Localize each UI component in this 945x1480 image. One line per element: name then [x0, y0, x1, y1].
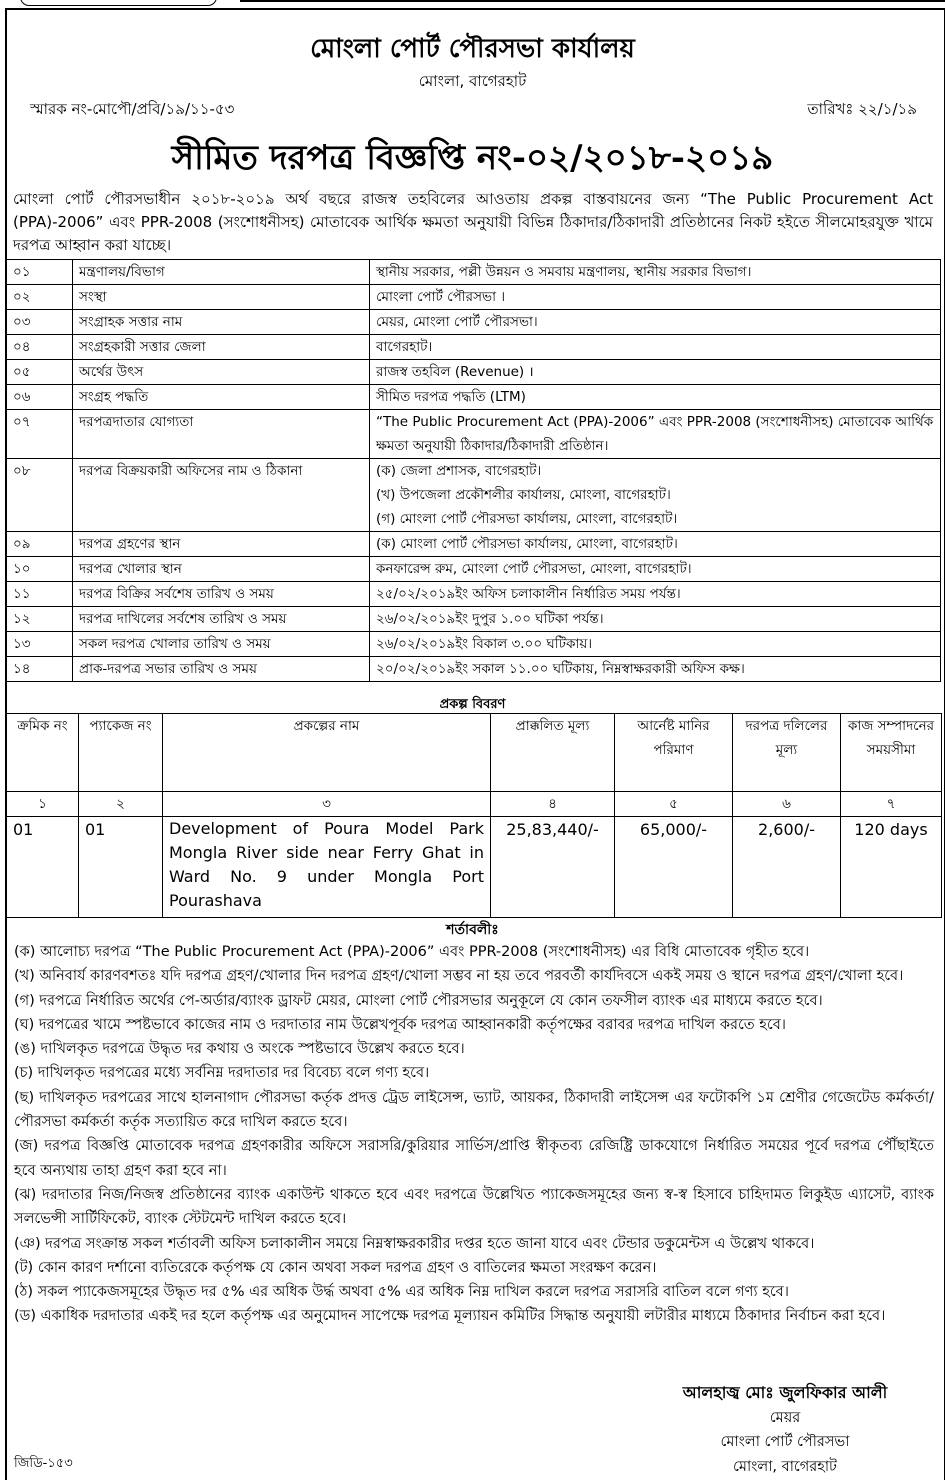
info-label: দরপত্র দাখিলের সর্বশেষ তারিখ ও সময়	[73, 607, 370, 632]
info-label: দরপত্র গ্রহণের স্থান	[73, 532, 370, 557]
info-label: সংগ্রহ পদ্ধতি	[73, 385, 370, 410]
info-row	[7, 582, 941, 607]
signatory-name: আলহাজ্ব মোঃ জুলফিকার আলী	[682, 1383, 888, 1402]
project-completion-time: 120 days	[841, 817, 942, 918]
top-rule	[240, 0, 945, 2]
info-label: সংগ্রাহক সত্তার নাম	[73, 310, 370, 335]
signature-block	[665, 1381, 905, 1479]
header-project-name: প্রকল্পের নাম	[163, 714, 491, 792]
info-row	[7, 557, 941, 582]
memo-number: স্মারক নং-মোপৌ/প্রবি/১৯/১১-৫৩	[30, 100, 235, 118]
notice-date: তারিখঃ ২২/১/১৯	[807, 100, 917, 118]
header-document-price: দরপত্র দলিলের মূল্য	[733, 714, 841, 792]
info-no: ১০	[7, 557, 73, 582]
header-estimated-cost: প্রাক্কলিত মূল্য	[491, 714, 615, 792]
project-document-price: 2,600/-	[733, 817, 841, 918]
condition-item: (ঙ) দাখিলকৃত দরপত্রে উদ্ধৃত দর কথায় ও অংকে স্পষ্টভাবে উল্লেখ করতে হবে।	[14, 1041, 465, 1058]
info-no: ০৫	[7, 360, 73, 385]
condition-item: (জ) দরপত্র বিজ্ঞপ্তি মোতাবেক দরপত্র গ্রহণকারীর অফিসে সরাসরি/কুরিয়ার সার্ভিস/প্রাপ্তি স্বীকৃতব্য রেজিষ্ট্রি ডাকযোগে নির্ধারিত সময়ের পূর্বে দরপত্র পৌঁছাইতে হবে অন্যথায় তাহা গ্রহণ করা হবে না।	[14, 1138, 934, 1179]
info-value: কনফারেন্স রুম, মোংলা পোর্ট পৌরসভা, মোংলা, বাগেরহাট।	[370, 557, 941, 582]
condition-item: (ড) একাধিক দরদাতার একই দর হলে কর্তৃপক্ষ এর অনুমোদন সাপেক্ষে দরপত্র মূল্যায়ন কমিটির সিদ্ধান্ত অনুযায়ী লটারীর মাধ্যমে ঠিকাদার নির্বাচন করা হবে।	[14, 1308, 886, 1325]
condition-item: (ক) আলোচ্য দরপত্র “The Public Procurement Act (PPA)-2006” এবং PPR-2008 (সংশোধনীসহ) এর বিধি মোতাবেক গৃহীত হবে।	[14, 944, 810, 960]
sales-office-a: (ক) জেলা প্রশাসক, বাগেরহাট।	[376, 463, 542, 479]
signatory-organization: মোংলা পোর্ট পৌরসভা	[720, 1434, 850, 1450]
project-header-row	[7, 714, 942, 792]
condition-item: (খ) অনিবার্য কারণবশতঃ যদি দরপত্র গ্রহণ/খোলার দিন দরপত্র গ্রহণ/খোলা সম্ভব না হয় তবে পরবর্তী কার্যদিবসে একই সময় ও স্থানে দরপত্র গ্রহণ/খোলা হবে।	[14, 968, 904, 985]
info-value: রাজস্ব তহবিল (Revenue) ।	[370, 360, 941, 385]
info-no: ১২	[7, 607, 73, 632]
sales-office-b: (খ) উপজেলা প্রকৌশলীর কার্যালয়, মোংলা, বাগেরহাট।	[376, 487, 671, 503]
info-row	[7, 285, 941, 310]
gd-number: জিডি-১৫৩	[14, 1456, 73, 1471]
info-label: দরপত্র বিক্রয়কারী অফিসের নাম ও ঠিকানা	[73, 459, 370, 532]
info-label: দরপত্রদাতার যোগ্যতা	[73, 410, 370, 459]
info-label: অর্থের উৎস	[73, 360, 370, 385]
info-value: (ক) মোংলা পোর্ট পৌরসভা কার্যালয়, মোংলা, বাগেরহাট।	[370, 532, 941, 557]
info-value: স্থানীয় সরকার, পল্লী উন্নয়ন ও সমবায় মন্ত্রণালয়, স্থানীয় সরকার বিভাগ।	[370, 260, 941, 285]
info-value: ২৬/০২/২০১৯ইং দুপুর ১.০০ ঘটিকা পর্যন্ত।	[370, 607, 941, 632]
info-no: ০৯	[7, 532, 73, 557]
sales-office-c: (গ) মোংলা পোর্ট পৌরসভা কার্যালয়, মোংলা, বাগেরহাট।	[376, 511, 678, 527]
condition-item: (গ) দরপত্রে নির্ধারিত অর্থের পে-অর্ডার/ব্যাংক ড্রাফট মেয়র, মোংলা পোর্ট পৌরসভার অনুকূলে যে কোন তফসীল ব্যাংক এর মাধ্যমে করতে হবে।	[14, 992, 823, 1009]
info-no: ০৮	[7, 459, 73, 532]
info-row	[7, 335, 941, 360]
info-label: সংস্থা	[73, 285, 370, 310]
office-name: মোংলা পোর্ট পৌরসভা কার্যালয়	[310, 34, 635, 64]
header-serial: ক্রমিক নং	[7, 714, 79, 792]
info-value: ২৬/০২/২০১৯ইং বিকাল ৩.০০ ঘটিকায়।	[370, 632, 941, 657]
tender-info-table	[6, 259, 941, 682]
info-label: দরপত্র বিক্রির সর্বশেষ তারিখ ও সময়	[73, 582, 370, 607]
condition-item: (ঞ) দরপত্র সংক্রান্ত সকল শর্তাবলী অফিস চলাকালীন সময়ে নিম্নস্বাক্ষরকারীর দপ্তর হতে জানা যাবে এবং টেন্ডার ডকুমেন্টস এ উল্লেখ থাকবে।	[14, 1235, 815, 1252]
column-number: ৬	[733, 792, 841, 817]
header-package: প্যাকেজ নং	[79, 714, 163, 792]
info-value: বাগেরহাট।	[370, 335, 941, 360]
project-serial: 01	[7, 817, 79, 918]
info-row	[7, 410, 941, 459]
info-no: ০৪	[7, 335, 73, 360]
column-number: ১	[7, 792, 79, 817]
info-label: মন্ত্রণালয়/বিভাগ	[73, 260, 370, 285]
info-row	[7, 360, 941, 385]
info-row	[7, 632, 941, 657]
info-no: ০১	[7, 260, 73, 285]
info-no: ১১	[7, 582, 73, 607]
conditions-list	[14, 940, 934, 1329]
condition-item: (ঘ) দরপত্রের খামে স্পষ্টভাবে কাজের নাম ও দরদাতার নাম উল্লেখপূর্বক দরপত্র আহ্বানকারী কর্তৃপক্ষের বরাবর দরপত্র দাখিল করতে হবে।	[14, 1016, 786, 1033]
info-value: ২৫/০২/২০১৯ইং অফিস চলাকালীন নির্ধারিত সময় পর্যন্ত।	[370, 582, 941, 607]
top-clip-shape	[20, 0, 217, 6]
info-row	[7, 607, 941, 632]
conditions-title: শর্তাবলীঃ	[446, 922, 499, 938]
column-number: ২	[79, 792, 163, 817]
project-name: Development of Poura Model Park Mongla River side near Ferry Ghat in Ward No. 9 under Mongla Port Pourashava	[163, 817, 491, 918]
info-value: ২০/০২/২০১৯ইং সকাল ১১.০০ ঘটিকায়, নিম্নস্বাক্ষরকারী অফিস কক্ষ।	[370, 657, 941, 682]
info-row	[7, 385, 941, 410]
info-row	[7, 260, 941, 285]
signatory-place: মোংলা, বাগেরহাট	[733, 1458, 837, 1475]
condition-item: (ছ) দাখিলকৃত দরপত্রের সাথে হালনাগাদ পৌরসভা কর্তৃক প্রদত্ত ট্রেড লাইসেন্স, ভ্যাট, আয়কর, ঠিকাদারী লাইসেন্স এর ফটোকপি ১ম শ্রেণীর গেজেটেড কর্মকর্তা/পৌরসভা কর্মকর্তা কর্তৃক সত্যায়িত করে দাখিল করতে হবে।	[14, 1089, 934, 1131]
info-label: সংগ্রহকারী সত্তার জেলা	[73, 335, 370, 360]
info-row	[7, 532, 941, 557]
info-no: ০৭	[7, 410, 73, 459]
info-no: ০২	[7, 285, 73, 310]
info-label: দরপত্র খোলার স্থান	[73, 557, 370, 582]
condition-item: (চ) দাখিলকৃত দরপত্রের মধ্যে সর্বনিম্ন দরদাতার দর বিবেচ্য বলে গণ্য হবে।	[14, 1065, 430, 1082]
info-label: প্রাক-দরপত্র সভার তারিখ ও সময়	[73, 657, 370, 682]
project-row	[7, 817, 942, 918]
info-row	[7, 459, 941, 532]
condition-item: (ঝ) দরদাতার নিজ/নিজস্ব প্রতিষ্ঠানের ব্যাংক একাউন্ট থাকতে হবে এবং দরপত্রে উল্লেখিত প্যাকেজসমূহের জন্য স্ব-স্ব হিসাবে চাহিদামত লিকুইড এ্যাসেট, ব্যাংক সলভেন্সী সার্টিফিকেট, ব্যাংক স্টেটমেন্ট দাখিল করতে হবে।	[14, 1186, 934, 1228]
project-earnest-money: 65,000/-	[615, 817, 733, 918]
condition-item: (ঠ) সকল প্যাকেজসমূহের উদ্ধৃত দর ৫% এর অধিক উর্দ্ধ অথবা ৫% এর অধিক নিম্ন দাখিল করলে দরপত্র সরাসরি বাতিল বলে গণ্য হবে।	[14, 1284, 789, 1301]
project-package: 01	[79, 817, 163, 918]
info-value: “The Public Procurement Act (PPA)-2006” এবং PPR-2008 (সংশোধনীসহ) মোতাবেক আর্থিক ক্ষমতা অনুযায়ী ঠিকাদার/ঠিকাদারী প্রতিষ্ঠান।	[370, 410, 941, 459]
column-number-row	[7, 792, 942, 817]
column-number: ৩	[163, 792, 491, 817]
info-value: মোংলা পোর্ট পৌরসভা ।	[370, 285, 941, 310]
header-completion-time: কাজ সম্পাদনের সময়সীমা	[841, 714, 942, 792]
intro-paragraph: মোংলা পোর্ট পৌরসভাধীন ২০১৮-২০১৯ অর্থ বছরে রাজস্ব তহবিলের আওতায় প্রকল্প বাস্তবায়নের জন্য “The Public Procurement Act (PPA)-2006” এবং PPR-2008 (সংশোধনীসহ) মোতাবেক আর্থিক ক্ষমতা অনুযায়ী বিভিন্ন ঠিকাদার/ঠিকাদারী প্রতিষ্ঠানের নিকট হইতে সীলমোহরযুক্ত খামে দরপত্র আহ্বান করা যাচ্ছে।	[13, 190, 933, 254]
info-row	[7, 310, 941, 335]
info-label: সকল দরপত্র খোলার তারিখ ও সময়	[73, 632, 370, 657]
info-value-list	[370, 459, 941, 532]
column-number: ৭	[841, 792, 942, 817]
project-estimated-cost: 25,83,440/-	[491, 817, 615, 918]
info-value: সীমিত দরপত্র পদ্ধতি (LTM)	[370, 385, 941, 410]
project-table	[6, 713, 942, 918]
info-no: ১৪	[7, 657, 73, 682]
info-no: ০৩	[7, 310, 73, 335]
office-place: মোংলা, বাগেরহাট	[418, 72, 527, 90]
info-value: মেয়র, মোংলা পোর্ট পৌরসভা।	[370, 310, 941, 335]
info-no: ১৩	[7, 632, 73, 657]
info-no: ০৬	[7, 385, 73, 410]
condition-item: (ট) কোন কারণ দর্শানো ব্যতিরেকে কর্তৃপক্ষ যে কোন অথবা সকল দরপত্র গ্রহণ ও বাতিলের ক্ষমতা সংরক্ষণ করেন।	[14, 1259, 657, 1276]
column-number: ৪	[491, 792, 615, 817]
notice-headline: সীমিত দরপত্র বিজ্ঞপ্তি নং-০২/২০১৮-২০১৯	[171, 138, 774, 178]
project-section-title: প্রকল্প বিবরণ	[439, 697, 506, 712]
signatory-designation: মেয়র	[769, 1409, 801, 1426]
info-row	[7, 657, 941, 682]
header-earnest-money: আর্নেষ্ট মানির পরিমাণ	[615, 714, 733, 792]
column-number: ৫	[615, 792, 733, 817]
